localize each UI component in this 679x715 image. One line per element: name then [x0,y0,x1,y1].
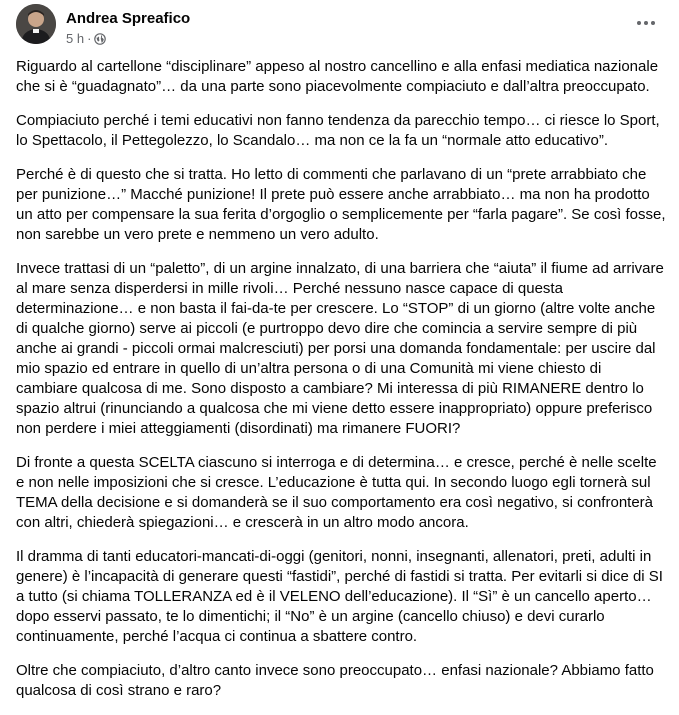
post-meta [66,31,106,46]
post-paragraph: Oltre che compiaciuto, d’altro canto invece sono preoccupato… enfasi nazionale? Abbiamo fatto qualcosa di così strano e raro? [16,662,654,699]
post-paragraph: Riguardo al cartellone “disciplinare” appeso al nostro cancellino e alla enfasi mediatica nazionale che si è “guadagnato”… da una parte sono piacevolmente compiaciuto e dall’altra preoccupato. [16,58,659,95]
author-name[interactable]: Andrea Spreafico [66,10,191,27]
post-paragraph: Il dramma di tanti educatori-mancati-di-oggi (genitori, nonni, insegnanti, allenatori, preti, adulti in genere) è l’incapacità di generare questi “fastidi”, perché di fastidi si tratta. Per evitarli si dice di SI a tutto (si chiama TOLLERANZA ed è il VELENO dell’educazione). Il “Sì” è un cancello aperto… dopo esservi passato, te lo dimentichi; il “No” è un argine (cancello chiuso) e devi curarlo continuamente, perché l’acqua ci continua a sbattere contro. [16,548,663,645]
post-paragraph: Perché è di questo che si tratta. Ho letto di commenti che parlavano di un “prete arrabbiato che per punizione…” Macché punizione! Il prete può essere anche arrabbiato… ma non ha prodotto un atto per compensare la sua ferita d’orgoglio o semplicemente per “farla pagare”. Se così fosse, non sarebbe un vero prete e nemmeno un vero adulto. [16,166,666,243]
post-paragraph: Invece trattasi di un “paletto”, di un argine innalzato, di una barriera che “aiuta” il fiume ad arrivare al mare senza disperdersi in mille rivoli… Perché nessuno nasce capace di questa determinazione… e non basta il fai-da-te per crescere. Lo “STOP” di un giorno (altre volte anche di qualche giorno) serve ai piccoli (e purtroppo devo dire che comincia a servire sempre di più anche ai grandi - piccoli ormai malcresciuti) per porsi una domanda fondamentale: per uscire dal mio spazio ed entrare in quello di un’altra persona o di una Comunità mi viene chiesto di cambiare qualcosa di me. Sono disposto a cambiare? Mi interessa di più RIMANERE dentro lo spazio altrui (rinunciando a qualcosa che mi viene detto essere inappropriato) oppure preferisco non perdere i miei atteggiamenti (disordinati) ma rimanere FUORI? [16,260,664,437]
avatar[interactable] [16,4,56,44]
more-options-icon[interactable] [631,8,661,38]
post-paragraph: Compiaciuto perché i temi educativi non fanno tendenza da parecchio tempo… ci riesce lo Sport, lo Spettacolo, il Pettegolezzo, lo Scandalo… ma non ce la fa un “normale atto educativo”. [16,112,660,149]
post-text [16,57,666,715]
post-paragraph: Di fronte a questa SCELTA ciascuno si interroga e di determina… e cresce, perché è nelle scelte e non nelle imposizioni che si cresce. L’educazione è tutta qui. In secondo luogo egli tornerà sul TEMA della decisione e si domanderà se il suo comportamento era così negativo, si confronterà con altri, chiederà spiegazioni… e crescerà in un altro modo ancora. [16,454,657,531]
avatar-photo [16,4,56,44]
post-header [16,4,663,48]
globe-icon [94,33,106,45]
post-time[interactable]: 5 h [66,31,85,46]
meta-separator: · [87,31,92,46]
